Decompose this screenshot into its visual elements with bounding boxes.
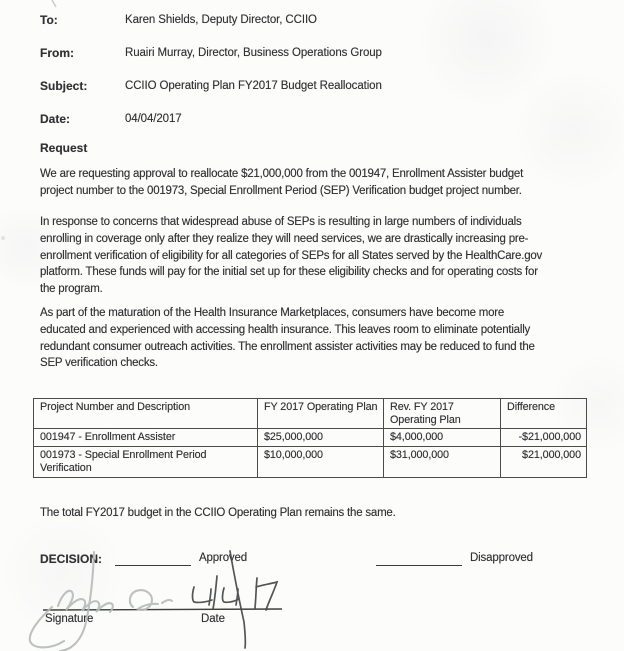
- table-cell: $21,000,000: [501, 447, 587, 478]
- disapproved-label: Disapproved: [470, 552, 533, 564]
- digit-four-tick: [236, 589, 238, 605]
- body-line: As part of the maturation of the Health Insurance Marketplaces, consumers have become more: [40, 307, 505, 319]
- field-label-date: Date:: [40, 112, 71, 126]
- table-header-cell: Project Number and Description: [34, 399, 258, 429]
- digit-four: [223, 588, 240, 602]
- table-header-row: [34, 399, 587, 429]
- table-cell: $31,000,000: [384, 447, 501, 478]
- table-row: [34, 447, 587, 478]
- table-header-cell: FY 2017 Operating Plan: [258, 399, 384, 429]
- field-label-subject: Subject:: [40, 79, 88, 93]
- scan-speck: [1, 236, 5, 240]
- body-line: SEP verification checks.: [40, 357, 158, 370]
- table-cell: -$21,000,000: [501, 429, 587, 447]
- body-line: platform. These funds will pay for the initial set up for these eligibility checks and for operating costs for: [40, 266, 538, 279]
- request-heading: Request: [40, 141, 88, 155]
- body-line: project number to the 001973, Special Enrollment Period (SEP) Verification budget project number.: [40, 184, 522, 197]
- body-line: educated and experienced with accessing health insurance. This leaves room to eliminate potentially: [40, 323, 531, 336]
- budget-table: [33, 398, 587, 478]
- table-header-cell: Difference: [501, 399, 587, 429]
- field-value-to: Karen Shields, Deputy Director, CCIIO: [125, 14, 317, 26]
- paragraph-request: [40, 166, 523, 200]
- table-cell: 001973 - Special Enrollment Period Verification: [34, 447, 258, 478]
- field-label-to: To:: [40, 13, 58, 27]
- table-row: [34, 429, 587, 447]
- date-label: Date: [201, 613, 225, 625]
- digit-four: [193, 587, 213, 602]
- table-cell: 001947 - Enrollment Assister: [34, 429, 258, 447]
- field-value-subject: CCIIO Operating Plan FY2017 Budget Reallocation: [125, 80, 382, 92]
- paragraph-sep-abuse: [40, 214, 542, 298]
- signature-scrawl: [30, 552, 172, 651]
- closing-sentence: The total FY2017 budget in the CCIIO Operating Plan remains the same.: [40, 507, 396, 519]
- body-line: the program.: [40, 283, 103, 296]
- table-cell: $25,000,000: [258, 429, 384, 447]
- paragraph-maturation: [40, 305, 535, 372]
- scan-artifact: [52, 0, 56, 7]
- body-line: We are requesting approval to reallocate $21,000,000 from the 001947, Enrollment Assister budget: [40, 168, 524, 180]
- approval-slash-mark: [230, 551, 245, 648]
- body-line: enrollment verification of eligibility for all categories of SEPs for all States served by the HealthCare.gov: [40, 249, 543, 262]
- approved-label: Approved: [199, 552, 248, 564]
- digit-one: [255, 578, 257, 608]
- field-value-from: Ruairi Murray, Director, Business Operations Group: [125, 47, 382, 59]
- disapproved-blank-line: [376, 553, 462, 566]
- table-cell: $10,000,000: [258, 447, 384, 478]
- signature-line: [43, 609, 282, 610]
- signature-label: Signature: [45, 613, 94, 625]
- table-cell: $4,000,000: [384, 429, 501, 447]
- approved-blank-line: [115, 553, 191, 566]
- table-header-cell: Rev. FY 2017 Operating Plan: [384, 399, 501, 429]
- decision-label: DECISION:: [40, 552, 103, 566]
- body-line: enrolling in coverage only after they realize they will need services, we are drastically increasing pre-: [40, 232, 529, 245]
- body-line: redundant consumer outreach activities. The enrollment assister activities may be reduced to fund the: [40, 340, 535, 353]
- digit-four-tick: [209, 589, 211, 605]
- digit-seven: [256, 582, 277, 610]
- body-line: In response to concerns that widespread abuse of SEPs is resulting in large numbers of individuals: [40, 216, 522, 228]
- date-slash: [213, 576, 217, 609]
- field-label-from: From:: [40, 46, 74, 60]
- handwritten-date: [193, 551, 278, 648]
- field-value-date: 04/04/2017: [125, 113, 182, 125]
